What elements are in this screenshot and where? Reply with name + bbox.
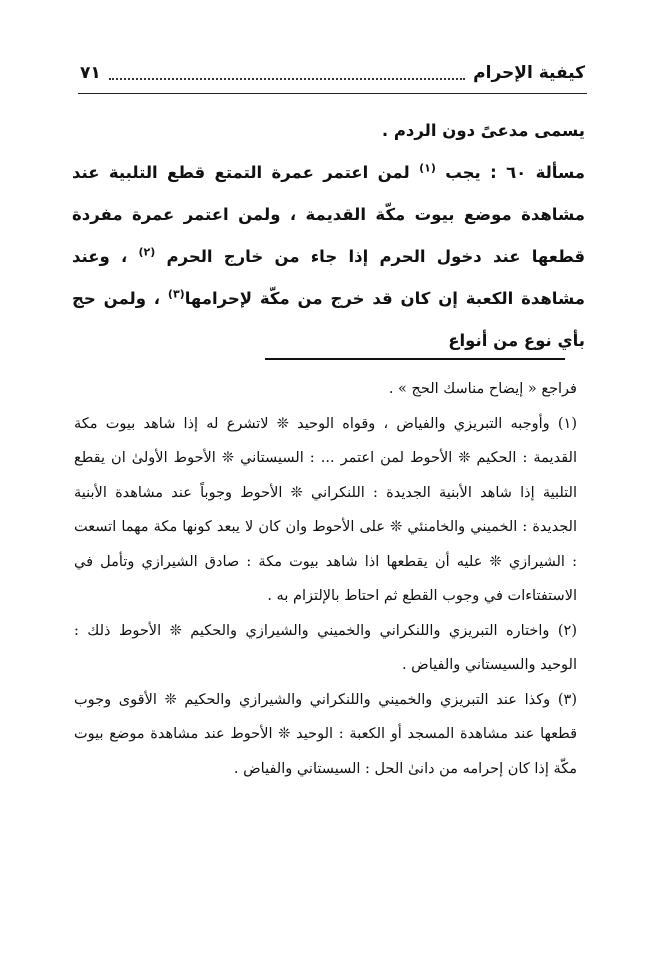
main-text bbox=[72, 110, 585, 362]
para-text-a: يجب bbox=[445, 163, 491, 182]
masala-paragraph bbox=[72, 152, 585, 362]
masala-label: مسألة ٦٠ : bbox=[490, 163, 585, 182]
footnote-1: (١) وأوجبه التبريزي والفياض ، وقواه الوحيد ❊ لاتشرع له إذا شاهد بيوت مكة القديمة : الحكيم ❊ الأحوط لمن اعتمر ... : السيستاني ❊ الأحوط الأولىٰ ان يقطع التلبية إذا شاهد الأبنية الجديدة : اللنكراني ❊ الأحوط وجوباً عند مشاهدة الأبنية الجديدة : الخميني والخامنئي ❊ على الأحوط وان كان لا يبعد كونها مكة مهما اتسعت : الشيرازي ❊ عليه أن يقطعها اذا شاهد بيوت مكة : صادق الشيرازي وتأمل في الاستفتاءات في وجوب القطع ثم احتاط بالإلتزام به . bbox=[74, 415, 578, 604]
header-dot-leader bbox=[109, 66, 465, 80]
footnote-ref-1: (١) bbox=[419, 161, 436, 175]
footnote-ref-3: (٣) bbox=[167, 287, 185, 301]
page-number: ٧١ bbox=[80, 63, 101, 83]
running-header bbox=[80, 58, 585, 88]
para-text-c: ، وعند مشاهدة الكعبة إن كان قد خرج من مكّة لإحرامها bbox=[72, 247, 585, 308]
para-text-b: لمن اعتمر عمرة التمتع قطع التلبية عند مشاهدة موضع بيوت مكّة القديمة ، ولمن اعتمر عمرة مفردة قطعها عند دخول الحرم إذا جاء من خارج الحرم bbox=[72, 163, 586, 266]
header-rule bbox=[78, 93, 587, 94]
footnote-continuation: فراجع « إيضاح مناسك الحج » . bbox=[388, 381, 577, 397]
para-text-d: ، ولمن حج بأي نوع من أنواع bbox=[72, 289, 585, 350]
footnote-2: (٢) واختاره التبريزي واللنكراني والخميني والشيرازي والحكيم ❊ الأحوط ذلك : الوحيد والسيستاني والفياض . bbox=[74, 622, 577, 673]
footnote-ref-2: (٢) bbox=[138, 245, 156, 259]
header-title: كيفية الإحرام bbox=[473, 63, 585, 83]
footnote-3: (٣) وكذا عند التبريزي والخميني واللنكراني والشيرازي والحكيم ❊ الأقوى وجوب قطعها عند مشاهدة المسجد أو الكعبة : الوحيد ❊ الأحوط عند مشاهدة موضع بيوت مكّة إذا كان إحرامه من دانىٰ الحل : السيستاني والفياض . bbox=[74, 691, 577, 777]
main-line-1: يسمى مدعىً دون الردم . bbox=[381, 121, 585, 140]
footnote-separator bbox=[265, 358, 565, 360]
footnotes bbox=[74, 372, 577, 786]
